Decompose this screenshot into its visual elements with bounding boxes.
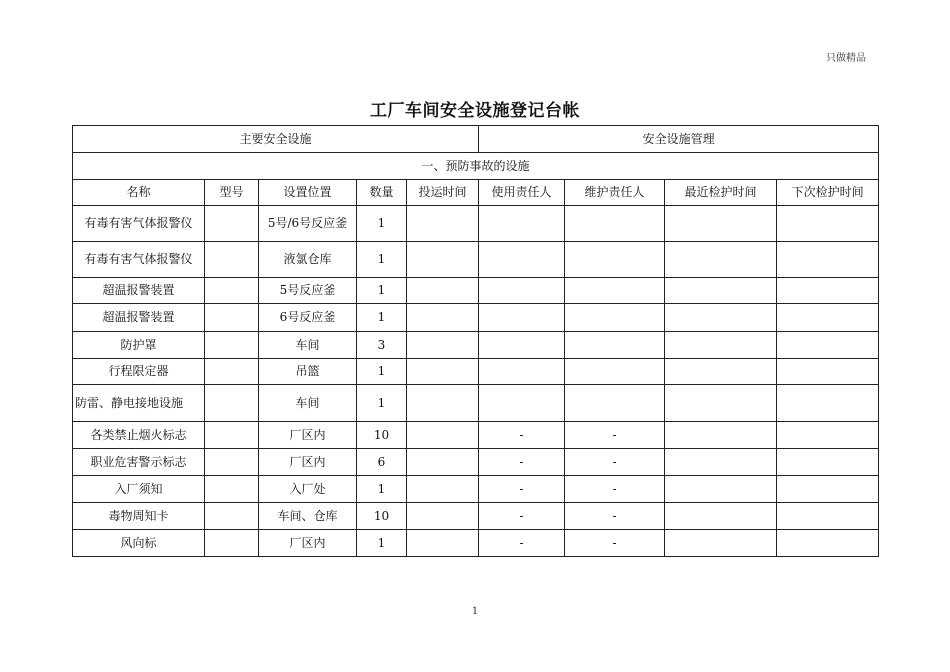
last-check-cell [665, 385, 777, 422]
last-check-cell [665, 206, 777, 242]
next-check-cell [777, 359, 879, 385]
quantity-cell: 1 [357, 359, 407, 385]
column-header: 设置位置 [259, 180, 357, 206]
commission-time-cell [407, 359, 479, 385]
name-cell: 入厂须知 [73, 476, 205, 503]
user-responsible-cell: - [479, 476, 565, 503]
model-cell [205, 206, 259, 242]
location-cell: 6号反应釜 [259, 304, 357, 332]
model-cell [205, 503, 259, 530]
user-responsible-cell [479, 242, 565, 278]
maintainer-responsible-cell [565, 332, 665, 359]
last-check-cell [665, 503, 777, 530]
next-check-cell [777, 206, 879, 242]
next-check-cell [777, 422, 879, 449]
next-check-cell [777, 278, 879, 304]
last-check-cell [665, 422, 777, 449]
section-header-facility-management: 安全设施管理 [479, 126, 879, 153]
maintainer-responsible-cell [565, 359, 665, 385]
location-cell: 厂区内 [259, 449, 357, 476]
table-row [73, 449, 879, 476]
column-header: 下次检护时间 [777, 180, 879, 206]
location-cell: 车间、仓库 [259, 503, 357, 530]
page-number: 1 [471, 606, 479, 617]
quantity-cell: 1 [357, 206, 407, 242]
table-row [73, 332, 879, 359]
user-responsible-cell: - [479, 422, 565, 449]
commission-time-cell [407, 449, 479, 476]
quantity-cell: 1 [357, 304, 407, 332]
column-header: 最近检护时间 [665, 180, 777, 206]
maintainer-responsible-cell: - [565, 530, 665, 557]
next-check-cell [777, 304, 879, 332]
table-row [73, 304, 879, 332]
quantity-cell: 1 [357, 242, 407, 278]
model-cell [205, 278, 259, 304]
user-responsible-cell: - [479, 530, 565, 557]
subsection-title: 一、预防事故的设施 [73, 153, 879, 180]
name-cell: 各类禁止烟火标志 [73, 422, 205, 449]
model-cell [205, 422, 259, 449]
last-check-cell [665, 359, 777, 385]
quantity-cell: 1 [357, 385, 407, 422]
name-cell: 防护罩 [73, 332, 205, 359]
name-cell: 有毒有害气体报警仪 [73, 242, 205, 278]
quantity-cell: 1 [357, 530, 407, 557]
column-header-row [73, 180, 879, 206]
table-row [73, 206, 879, 242]
user-responsible-cell: - [479, 503, 565, 530]
last-check-cell [665, 332, 777, 359]
commission-time-cell [407, 422, 479, 449]
name-cell: 有毒有害气体报警仪 [73, 206, 205, 242]
name-cell: 超温报警装置 [73, 304, 205, 332]
location-cell: 吊篮 [259, 359, 357, 385]
location-cell: 入厂处 [259, 476, 357, 503]
user-responsible-cell [479, 332, 565, 359]
column-header: 数量 [357, 180, 407, 206]
column-header: 名称 [73, 180, 205, 206]
user-responsible-cell [479, 304, 565, 332]
maintainer-responsible-cell [565, 304, 665, 332]
next-check-cell [777, 385, 879, 422]
quantity-cell: 10 [357, 422, 407, 449]
commission-time-cell [407, 503, 479, 530]
quantity-cell: 1 [357, 476, 407, 503]
column-header: 使用责任人 [479, 180, 565, 206]
next-check-cell [777, 530, 879, 557]
location-cell: 5号/6号反应釜 [259, 206, 357, 242]
maintainer-responsible-cell [565, 385, 665, 422]
maintainer-responsible-cell: - [565, 503, 665, 530]
maintainer-responsible-cell: - [565, 476, 665, 503]
name-cell: 职业危害警示标志 [73, 449, 205, 476]
name-cell: 行程限定器 [73, 359, 205, 385]
column-header: 投运时间 [407, 180, 479, 206]
quantity-cell: 1 [357, 278, 407, 304]
commission-time-cell [407, 304, 479, 332]
user-responsible-cell [479, 359, 565, 385]
column-header: 型号 [205, 180, 259, 206]
next-check-cell [777, 242, 879, 278]
last-check-cell [665, 278, 777, 304]
commission-time-cell [407, 242, 479, 278]
model-cell [205, 530, 259, 557]
table-row [73, 385, 879, 422]
last-check-cell [665, 304, 777, 332]
location-cell: 液氯仓库 [259, 242, 357, 278]
user-responsible-cell [479, 385, 565, 422]
table-row [73, 530, 879, 557]
next-check-cell [777, 449, 879, 476]
last-check-cell [665, 242, 777, 278]
next-check-cell [777, 332, 879, 359]
last-check-cell [665, 530, 777, 557]
next-check-cell [777, 503, 879, 530]
maintainer-responsible-cell: - [565, 449, 665, 476]
model-cell [205, 359, 259, 385]
quantity-cell: 10 [357, 503, 407, 530]
commission-time-cell [407, 385, 479, 422]
quantity-cell: 6 [357, 449, 407, 476]
table-row [73, 503, 879, 530]
subsection-row [73, 153, 879, 180]
maintainer-responsible-cell: - [565, 422, 665, 449]
table-row [73, 422, 879, 449]
maintainer-responsible-cell [565, 242, 665, 278]
model-cell [205, 304, 259, 332]
model-cell [205, 332, 259, 359]
location-cell: 厂区内 [259, 422, 357, 449]
commission-time-cell [407, 476, 479, 503]
model-cell [205, 476, 259, 503]
name-cell: 防雷、静电接地设施 [73, 385, 205, 422]
section-header-row [73, 126, 879, 153]
section-header-main-facilities: 主要安全设施 [73, 126, 479, 153]
maintainer-responsible-cell [565, 278, 665, 304]
table-row [73, 242, 879, 278]
model-cell [205, 242, 259, 278]
name-cell: 超温报警装置 [73, 278, 205, 304]
quantity-cell: 3 [357, 332, 407, 359]
user-responsible-cell: - [479, 449, 565, 476]
safety-facility-ledger-table [72, 125, 879, 557]
location-cell: 5号反应釜 [259, 278, 357, 304]
commission-time-cell [407, 206, 479, 242]
table-row [73, 476, 879, 503]
commission-time-cell [407, 278, 479, 304]
commission-time-cell [407, 530, 479, 557]
name-cell: 毒物周知卡 [73, 503, 205, 530]
model-cell [205, 385, 259, 422]
location-cell: 车间 [259, 385, 357, 422]
table-row [73, 278, 879, 304]
location-cell: 车间 [259, 332, 357, 359]
maintainer-responsible-cell [565, 206, 665, 242]
model-cell [205, 449, 259, 476]
commission-time-cell [407, 332, 479, 359]
next-check-cell [777, 476, 879, 503]
last-check-cell [665, 449, 777, 476]
user-responsible-cell [479, 206, 565, 242]
header-note: 只做精品 [826, 53, 866, 64]
document-title: 工厂车间安全设施登记台帐 [370, 101, 580, 121]
user-responsible-cell [479, 278, 565, 304]
last-check-cell [665, 476, 777, 503]
table-row [73, 359, 879, 385]
location-cell: 厂区内 [259, 530, 357, 557]
column-header: 维护责任人 [565, 180, 665, 206]
name-cell: 风向标 [73, 530, 205, 557]
